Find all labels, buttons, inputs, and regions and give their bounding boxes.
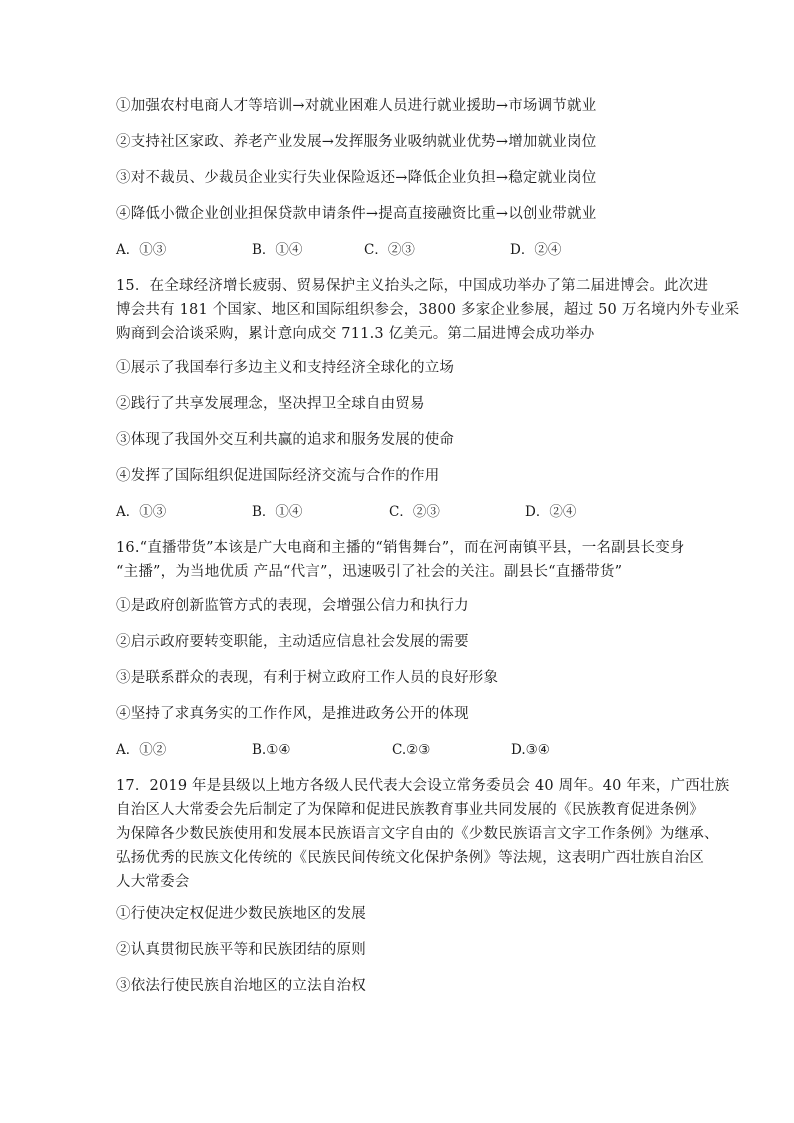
q15-choice-d: D．②④: [525, 504, 577, 520]
q14-option-3: ③对不裁员、少裁员企业实行失业保险返还→降低企业负担→稳定就业岗位: [116, 170, 597, 186]
q14-choice-b: B．①④: [252, 242, 303, 258]
q15-option-2: ②践行了共享发展理念，坚决捍卫全球自由贸易: [116, 396, 425, 412]
q15-option-3: ③体现了我国外交互利共赢的追求和服务发展的使命: [116, 432, 455, 448]
q16-option-2: ②启示政府要转变职能，主动适应信息社会发展的需要: [116, 634, 469, 650]
q16-choice-d: D.③④: [511, 742, 550, 758]
q15-choice-a: A．①③: [116, 504, 167, 520]
q16-option-4: ④坚持了求真务实的工作作风，是推进政务公开的体现: [116, 706, 469, 722]
q17-stem-line-3: 为保障各少数民族使用和发展本民族语言文字自由的《少数民族语言文字工作条例》为继承、: [116, 826, 719, 842]
q15-stem-line-2: 博会共有 181 个国家、地区和国际组织参会，3800 多家企业参展，超过 50 万名境内外专业采: [116, 302, 740, 318]
q16-choice-a: A．①②: [116, 742, 167, 758]
q15-option-1: ①展示了我国奉行多边主义和支持经济全球化的立场: [116, 360, 455, 376]
q16-choice-c: C.②③: [392, 742, 431, 758]
q16-option-3: ③是联系群众的表现，有利于树立政府工作人员的良好形象: [116, 670, 499, 686]
q15-choice-c: C．②③: [389, 504, 440, 520]
q15-stem-line-1: 15．在全球经济增长疲弱、贸易保护主义抬头之际，中国成功举办了第二届进博会。此次进: [116, 278, 709, 294]
q17-option-2: ②认真贯彻民族平等和民族团结的原则: [116, 942, 366, 958]
q14-choice-d: D．②④: [510, 242, 562, 258]
q15-choice-b: B．①④: [252, 504, 303, 520]
q14-option-1: ①加强农村电商人才等培训→对就业困难人员进行就业援助→市场调节就业: [116, 98, 597, 114]
q16-option-1: ①是政府创新监管方式的表现，会增强公信力和执行力: [116, 598, 469, 614]
q14-option-2: ②支持社区家政、养老产业发展→发挥服务业吸纳就业优势→增加就业岗位: [116, 134, 597, 150]
q15-option-4: ④发挥了国际组织促进国际经济交流与合作的作用: [116, 468, 440, 484]
q16-choice-b: B.①④: [252, 742, 291, 758]
q14-choice-c: C．②③: [364, 242, 415, 258]
q14-choice-a: A．①③: [116, 242, 167, 258]
q16-stem-line-1: 16.“直播带货”本该是广大电商和主播的“销售舞台”，而在河南镇平县，一名副县长变身: [116, 540, 685, 556]
q17-option-3: ③依法行使民族自治地区的立法自治权: [116, 978, 366, 994]
q15-stem-line-3: 购商到会洽谈采购，累计意向成交 711.3 亿美元。第二届进博会成功举办: [116, 326, 595, 342]
q14-option-4: ④降低小微企业创业担保贷款申请条件→提高直接融资比重→以创业带就业: [116, 206, 597, 222]
q17-stem-line-1: 17．2019 年是县级以上地方各级人民代表大会设立常务委员会 40 周年。40 年来，广西壮族: [116, 778, 730, 794]
q17-stem-line-2: 自治区人大常委会先后制定了为保障和促进民族教育事业共同发展的《民族教育促进条例》: [116, 802, 704, 818]
q17-option-1: ①行使决定权促进少数民族地区的发展: [116, 906, 366, 922]
q16-stem-line-2: “主播”，为当地优质 产品“代言”，迅速吸引了社会的关注。副县长“直播带货”: [116, 564, 623, 580]
q17-stem-line-5: 人大常委会: [116, 874, 190, 890]
q17-stem-line-4: 弘扬优秀的民族文化传统的《民族民间传统文化保护条例》等法规，这表明广西壮族自治区: [116, 850, 704, 866]
